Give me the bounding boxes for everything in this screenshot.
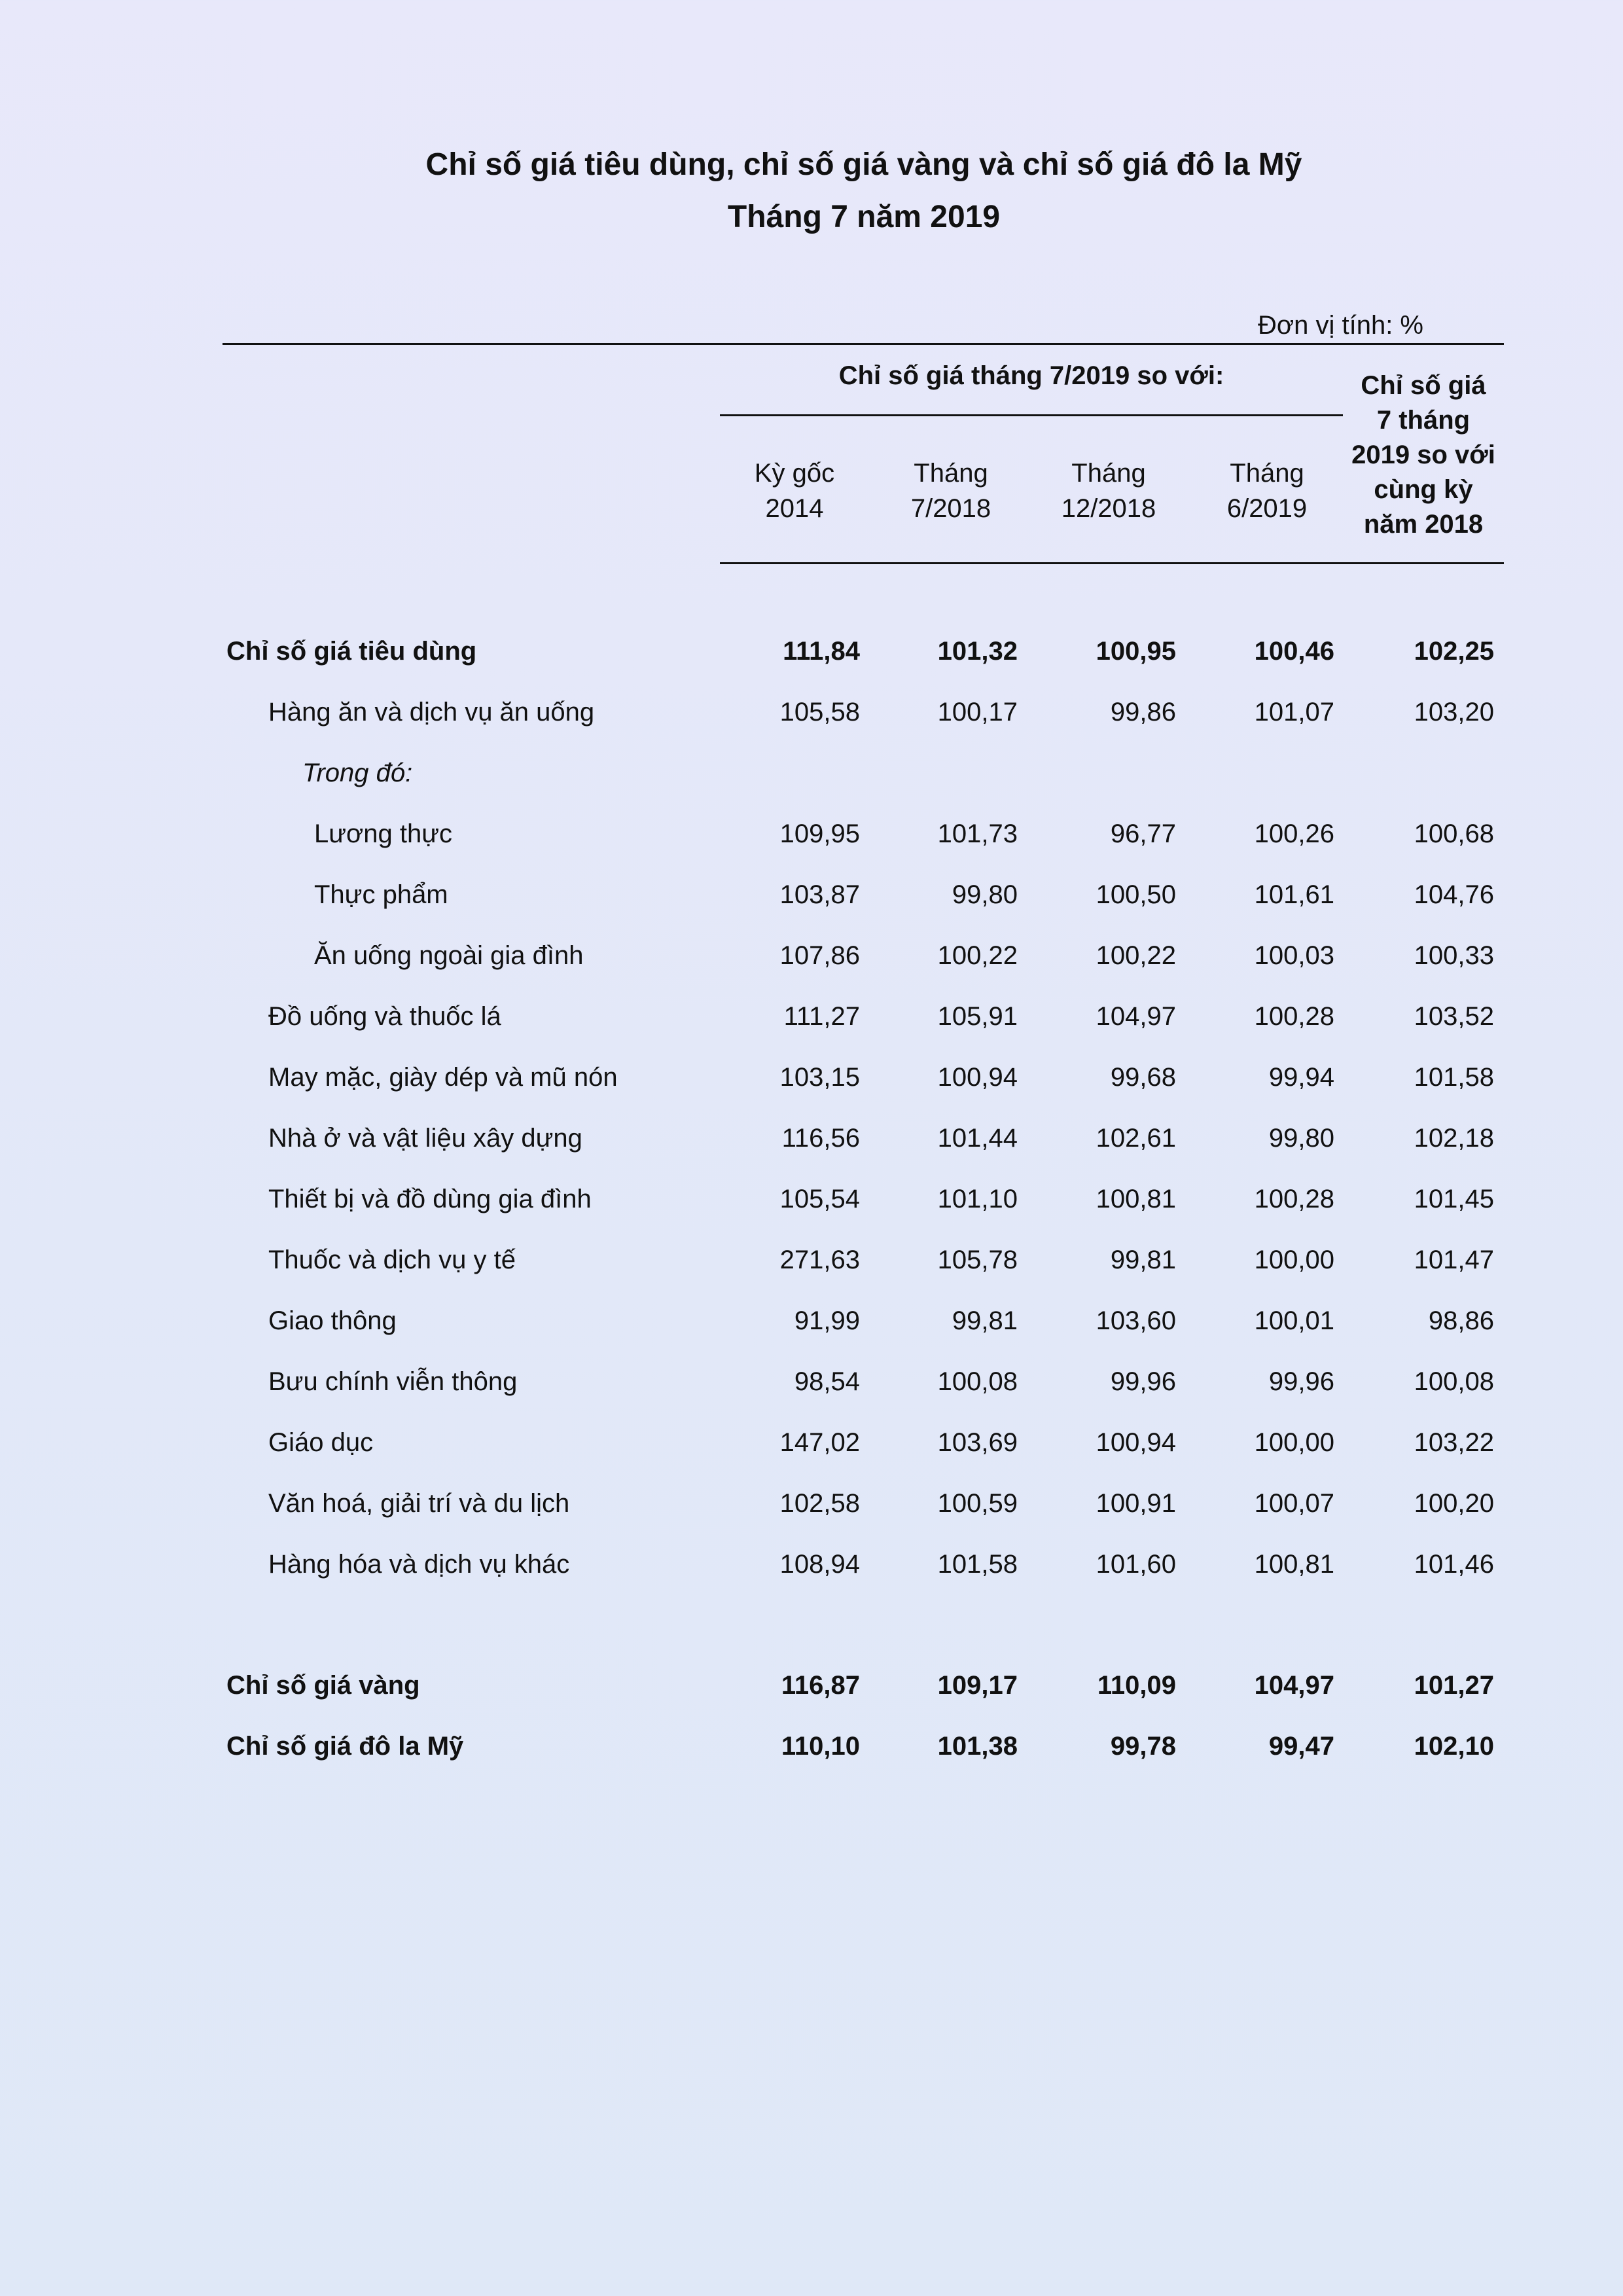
column-header-june-2019: Tháng 6/2019 xyxy=(1226,459,1308,523)
table-row xyxy=(223,632,1504,671)
row-value: 105,54 xyxy=(779,1185,860,1213)
row-value: 104,97 xyxy=(1254,1671,1334,1700)
row-value: 101,61 xyxy=(1254,880,1334,909)
row-label: Hàng hóa và dịch vụ khác xyxy=(268,1550,570,1579)
row-value: 105,91 xyxy=(937,1002,1018,1031)
row-label: Chỉ số giá đô la Mỹ xyxy=(226,1732,464,1761)
row-value: 101,10 xyxy=(937,1185,1018,1213)
row-value: 100,28 xyxy=(1254,1185,1334,1213)
row-value: 116,56 xyxy=(781,1124,860,1153)
header-bottom-rule xyxy=(720,562,1504,564)
row-label: Bưu chính viễn thông xyxy=(268,1367,518,1396)
table-row xyxy=(223,875,1504,914)
row-label: Chỉ số giá tiêu dùng xyxy=(226,637,477,666)
row-value: 100,17 xyxy=(937,698,1018,726)
column-header-july-2018: Tháng 7/2018 xyxy=(910,459,991,523)
row-value: 116,87 xyxy=(781,1671,860,1700)
table-row xyxy=(223,1058,1504,1097)
row-value: 103,15 xyxy=(779,1063,860,1092)
row-value: 99,96 xyxy=(1110,1367,1176,1396)
row-label: May mặc, giày dép và mũ nón xyxy=(268,1063,618,1092)
row-value: 105,78 xyxy=(937,1246,1018,1274)
table-row xyxy=(223,1666,1504,1705)
table-row xyxy=(223,1119,1504,1158)
row-value: 101,47 xyxy=(1414,1246,1494,1274)
row-value: 105,58 xyxy=(779,698,860,726)
row-value: 100,81 xyxy=(1254,1550,1334,1579)
document-subtitle: Tháng 7 năm 2019 xyxy=(727,200,1001,234)
row-value: 100,08 xyxy=(1414,1367,1494,1396)
row-value: 103,22 xyxy=(1414,1428,1494,1457)
row-label: Hàng ăn và dịch vụ ăn uống xyxy=(268,698,595,726)
table-row xyxy=(223,1423,1504,1462)
row-value: 102,58 xyxy=(779,1489,860,1518)
row-value: 99,81 xyxy=(1110,1246,1176,1274)
row-value: 100,59 xyxy=(937,1489,1018,1518)
row-value: 101,32 xyxy=(937,637,1018,666)
table-row xyxy=(223,1301,1504,1340)
column-header-december-2018: Tháng 12/2018 xyxy=(1061,459,1156,523)
row-value: 101,73 xyxy=(937,819,1018,848)
row-value: 101,46 xyxy=(1414,1550,1494,1579)
row-value: 102,10 xyxy=(1414,1732,1494,1761)
row-value: 100,91 xyxy=(1096,1489,1176,1518)
row-value: 108,94 xyxy=(779,1550,860,1579)
row-value: 103,20 xyxy=(1414,698,1494,726)
row-value: 101,38 xyxy=(937,1732,1018,1761)
row-value: 100,22 xyxy=(937,941,1018,970)
row-value: 101,45 xyxy=(1414,1185,1494,1213)
row-value: 101,27 xyxy=(1414,1671,1494,1700)
row-label: Đồ uống và thuốc lá xyxy=(268,1002,501,1031)
row-value: 110,10 xyxy=(781,1732,860,1761)
row-value: 99,86 xyxy=(1110,698,1176,726)
row-value: 99,81 xyxy=(952,1306,1018,1335)
row-value: 99,80 xyxy=(1268,1124,1334,1153)
table-row xyxy=(223,1727,1504,1766)
row-value: 107,86 xyxy=(779,941,860,970)
row-value: 100,00 xyxy=(1254,1246,1334,1274)
row-value: 101,58 xyxy=(937,1550,1018,1579)
row-value: 100,26 xyxy=(1254,819,1334,848)
row-value: 147,02 xyxy=(779,1428,860,1457)
table-top-rule xyxy=(223,343,1504,345)
table-row xyxy=(223,692,1504,732)
row-value: 103,52 xyxy=(1414,1002,1494,1031)
row-value: 100,95 xyxy=(1096,637,1176,666)
row-value: 100,01 xyxy=(1254,1306,1334,1335)
row-label: Thuốc và dịch vụ y tế xyxy=(268,1246,516,1274)
row-value: 100,28 xyxy=(1254,1002,1334,1031)
row-value: 104,76 xyxy=(1414,880,1494,909)
row-value: 100,94 xyxy=(937,1063,1018,1092)
column-group-header: Chỉ số giá tháng 7/2019 so với: xyxy=(838,361,1224,390)
column-group-rule xyxy=(720,414,1343,416)
row-value: 91,99 xyxy=(794,1306,860,1335)
row-value: 102,18 xyxy=(1414,1124,1494,1153)
row-value: 100,07 xyxy=(1254,1489,1334,1518)
row-value: 99,96 xyxy=(1268,1367,1334,1396)
row-value: 103,69 xyxy=(937,1428,1018,1457)
row-label: Thực phẩm xyxy=(314,880,448,909)
row-value: 111,84 xyxy=(783,637,860,666)
row-value: 96,77 xyxy=(1110,819,1176,848)
table-row xyxy=(223,936,1504,975)
row-label: Giáo dục xyxy=(268,1428,374,1457)
row-label: Ăn uống ngoài gia đình xyxy=(314,941,584,970)
row-value: 100,46 xyxy=(1254,637,1334,666)
row-value: 102,25 xyxy=(1414,637,1494,666)
row-value: 110,09 xyxy=(1097,1671,1176,1700)
row-value: 103,60 xyxy=(1096,1306,1176,1335)
row-value: 100,03 xyxy=(1254,941,1334,970)
row-value: 100,50 xyxy=(1096,880,1176,909)
row-value: 100,33 xyxy=(1414,941,1494,970)
table-row xyxy=(223,997,1504,1036)
row-value: 100,68 xyxy=(1414,819,1494,848)
row-value: 101,60 xyxy=(1096,1550,1176,1579)
row-value: 98,86 xyxy=(1428,1306,1494,1335)
row-value: 100,81 xyxy=(1096,1185,1176,1213)
row-value: 100,94 xyxy=(1096,1428,1176,1457)
document-title: Chỉ số giá tiêu dùng, chỉ số giá vàng và chỉ số giá đô la Mỹ xyxy=(425,147,1302,182)
row-value: 111,27 xyxy=(783,1002,860,1031)
row-value: 271,63 xyxy=(779,1246,860,1274)
row-value: 101,44 xyxy=(937,1124,1018,1153)
row-value: 109,17 xyxy=(937,1671,1018,1700)
table-row xyxy=(223,814,1504,853)
row-label: Chỉ số giá vàng xyxy=(226,1671,420,1700)
row-value: 98,54 xyxy=(794,1367,860,1396)
row-label: Thiết bị và đồ dùng gia đình xyxy=(268,1185,592,1213)
row-value: 99,68 xyxy=(1110,1063,1176,1092)
row-value: 109,95 xyxy=(779,819,860,848)
row-label: Nhà ở và vật liệu xây dựng xyxy=(268,1124,582,1153)
table-row xyxy=(223,1179,1504,1219)
column-header-seven-months: Chỉ số giá 7 tháng 2019 so với cùng kỳ năm 2018 xyxy=(1351,371,1495,539)
row-value: 99,78 xyxy=(1110,1732,1176,1761)
row-value: 100,22 xyxy=(1096,941,1176,970)
row-label: Trong đó: xyxy=(302,759,413,787)
row-value: 101,58 xyxy=(1414,1063,1494,1092)
row-value: 100,00 xyxy=(1254,1428,1334,1457)
table-row xyxy=(223,1362,1504,1401)
row-value: 103,87 xyxy=(779,880,860,909)
row-value: 100,08 xyxy=(937,1367,1018,1396)
row-value: 102,61 xyxy=(1096,1124,1176,1153)
table-row xyxy=(223,1240,1504,1280)
row-value: 100,20 xyxy=(1414,1489,1494,1518)
unit-label: Đơn vị tính: % xyxy=(1258,311,1423,340)
row-value: 99,94 xyxy=(1268,1063,1334,1092)
row-value: 99,47 xyxy=(1268,1732,1334,1761)
table-row xyxy=(223,1484,1504,1523)
row-label: Giao thông xyxy=(268,1306,397,1335)
row-value: 101,07 xyxy=(1254,698,1334,726)
row-value: 104,97 xyxy=(1096,1002,1176,1031)
row-label: Văn hoá, giải trí và du lịch xyxy=(268,1489,570,1518)
column-header-base-2014: Kỳ gốc 2014 xyxy=(754,459,835,523)
row-label: Lương thực xyxy=(314,819,452,848)
table-row xyxy=(223,753,1504,793)
row-value: 99,80 xyxy=(952,880,1018,909)
table-row xyxy=(223,1545,1504,1584)
